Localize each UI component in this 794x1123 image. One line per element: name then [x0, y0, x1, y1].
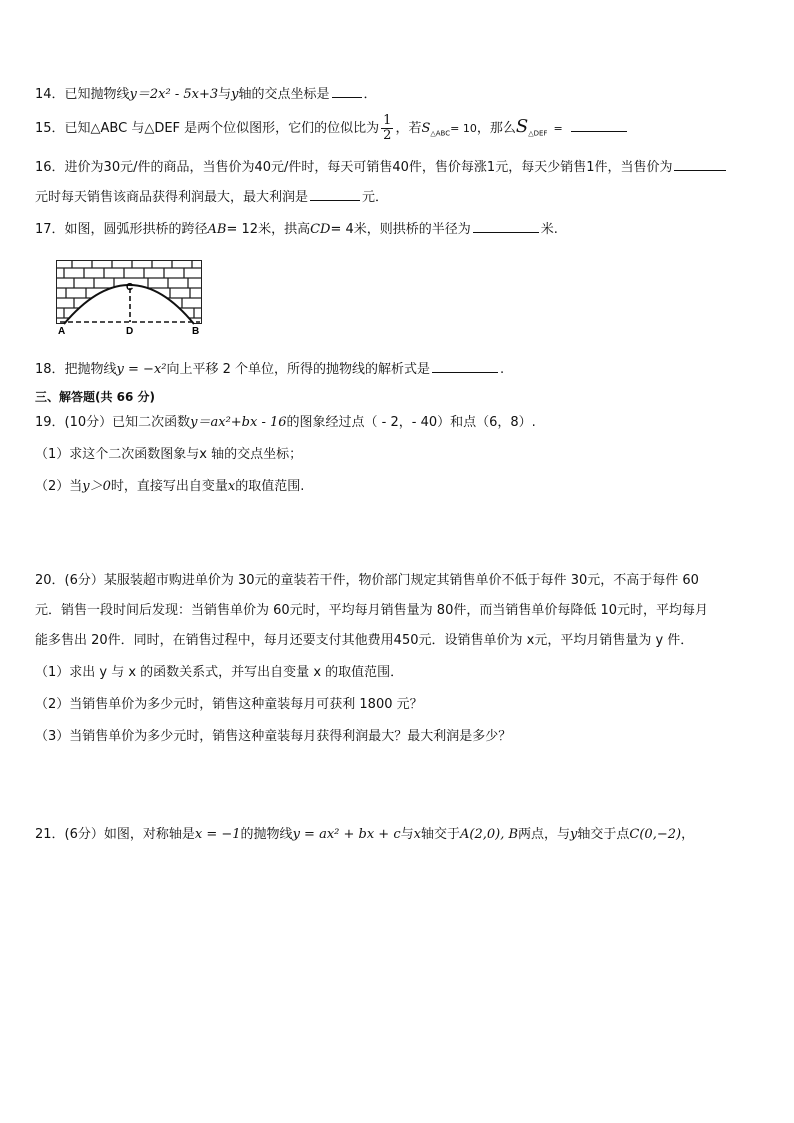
q15-s-abc-sub: △ABC — [430, 129, 451, 138]
q14-equation: y＝2x² - 5x+3 — [129, 87, 219, 102]
q21-point-a: A(2,0), B — [459, 827, 519, 842]
q20-line-1: 20．(6分）某服装超市购进单价为 30元的童装若干件，物价部门规定其销售单价不低于每件 30元，不高于每件 60 — [35, 573, 699, 588]
label-a: A — [58, 326, 66, 336]
q19-p2b: 时，直接写出自变量 — [110, 479, 228, 494]
q17-cd: CD — [310, 222, 331, 237]
question-14 — [35, 83, 377, 104]
q16-line1: 16．进价为30元/件的商品，当售价为40元/件时，每天可销售40件，售价每涨1元，每天少销售1件，当售价为 — [35, 160, 673, 175]
question-17 — [35, 218, 558, 239]
question-16-line-2 — [35, 186, 388, 207]
q16-profit-blank[interactable] — [310, 186, 360, 201]
q15-prefix: 15．已知△ABC 与△DEF 是两个位似图形，它们的位似比为 — [35, 121, 380, 136]
question-16-line-1 — [35, 156, 728, 177]
q21-axis-eq: x = −1 — [194, 827, 241, 842]
q19-equation: y＝ax²+bx - 16 — [190, 415, 287, 430]
q21-mid1: 的抛物线 — [240, 827, 293, 842]
q17-suffix: 米. — [540, 222, 558, 237]
q15-ratio-fraction — [381, 114, 393, 143]
q20-part-3: （3）当销售单价为多少元时，销售这种童装每月获得利润最大？最大利润是多少？ — [35, 729, 512, 744]
q18-answer-blank[interactable] — [432, 358, 498, 373]
q18-prefix: 18．把抛物线 — [35, 362, 117, 377]
q21-mid2: 与 — [400, 827, 414, 842]
q19-p2c: 的取值范围. — [235, 479, 305, 494]
q21-mid3: 轴交于 — [420, 827, 460, 842]
label-d: D — [126, 326, 134, 336]
q16-line2b: 元． — [362, 190, 389, 205]
label-c: C — [126, 282, 134, 293]
q19-part-2 — [35, 478, 304, 496]
section-3-heading: 三、解答题(共 66 分) — [35, 390, 156, 404]
q19-part-1: （1）求这个二次函数图象与x 轴的交点坐标； — [35, 447, 303, 462]
q17-prefix: 17．如图，圆弧形拱桥的跨径 — [35, 222, 208, 237]
q14-axis: y — [231, 87, 239, 102]
q16-line2a: 元时每天销售该商品获得利润最大，最大利润是 — [35, 190, 309, 205]
q14-end: ． — [363, 87, 377, 102]
q21-y: y — [570, 827, 578, 842]
q20-part-1: （1）求出 y 与 x 的函数关系式，并写出自变量 x 的取值范围． — [35, 665, 404, 680]
q20-part-2: （2）当销售单价为多少元时，销售这种童装每月可获利 1800 元？ — [35, 697, 423, 712]
q15-s-def: S — [515, 116, 529, 137]
question-18 — [35, 358, 504, 379]
bridge-figure — [52, 256, 212, 336]
question-15 — [35, 110, 629, 151]
q18-suffix: 向上平移 2 个单位，所得的抛物线的解析式是 — [166, 362, 431, 377]
q19-p2-eq: y＞0 — [82, 479, 111, 494]
q15-frac-num: 1 — [383, 113, 392, 128]
q15-answer-blank[interactable] — [571, 117, 627, 132]
q19-p2a: （2）当 — [35, 479, 83, 494]
q14-prefix: 14．已知抛物线 — [35, 87, 130, 102]
q21-equation: y = ax² + bx + c — [292, 827, 401, 842]
q17-answer-blank[interactable] — [473, 218, 539, 233]
q21-prefix: 21．(6分）如图，对称轴是 — [35, 827, 195, 842]
label-b: B — [192, 326, 200, 336]
q21-mid4: 两点，与 — [518, 827, 571, 842]
q17-ab-val: = 12米，拱高 — [226, 222, 311, 237]
q21-point-c: C(0,−2) — [629, 827, 682, 842]
q21-end: ， — [681, 827, 695, 842]
q19-suffix: 的图象经过点（ - 2，- 40）和点（6，8）. — [286, 415, 536, 430]
q14-mid: 与 — [218, 87, 232, 102]
q15-s-abc-val: = 10 — [450, 122, 477, 135]
q17-cd-val: = 4米，则拱桥的半径为 — [330, 222, 471, 237]
q21-x: x — [413, 827, 421, 842]
q14-suffix: 轴的交点坐标是 — [238, 87, 330, 102]
question-21 — [35, 826, 694, 844]
q17-ab: AB — [207, 222, 227, 237]
q16-price-blank[interactable] — [674, 156, 726, 171]
q21-mid5: 轴交于点 — [577, 827, 630, 842]
q18-equation: y = −x² — [116, 362, 167, 377]
q15-s-def-eq: = — [553, 122, 563, 135]
q15-s-abc: S — [421, 121, 431, 136]
q18-end: . — [500, 362, 505, 377]
q20-line-2: 元．销售一段时间后发现：当销售单价为 60元时，平均每月销售量为 80件，而当销售单价每降低 10元时，平均每月 — [35, 603, 709, 618]
q15-s-def-sub: △DEF — [528, 129, 548, 138]
q15-mid: ，若 — [395, 121, 422, 136]
q15-frac-den: 2 — [383, 128, 392, 143]
q20-line-3: 能多售出 20件．同时，在销售过程中，每月还要支付其他费用450元．设销售单价为 x元，平均月销售量为 y 件． — [35, 633, 694, 648]
q15-then: ，那么 — [476, 121, 516, 136]
q14-answer-blank[interactable] — [332, 83, 362, 98]
q19-prefix: 19．(10分）已知二次函数 — [35, 415, 191, 430]
q19-p2-x: x — [227, 479, 236, 494]
question-19 — [35, 414, 536, 432]
